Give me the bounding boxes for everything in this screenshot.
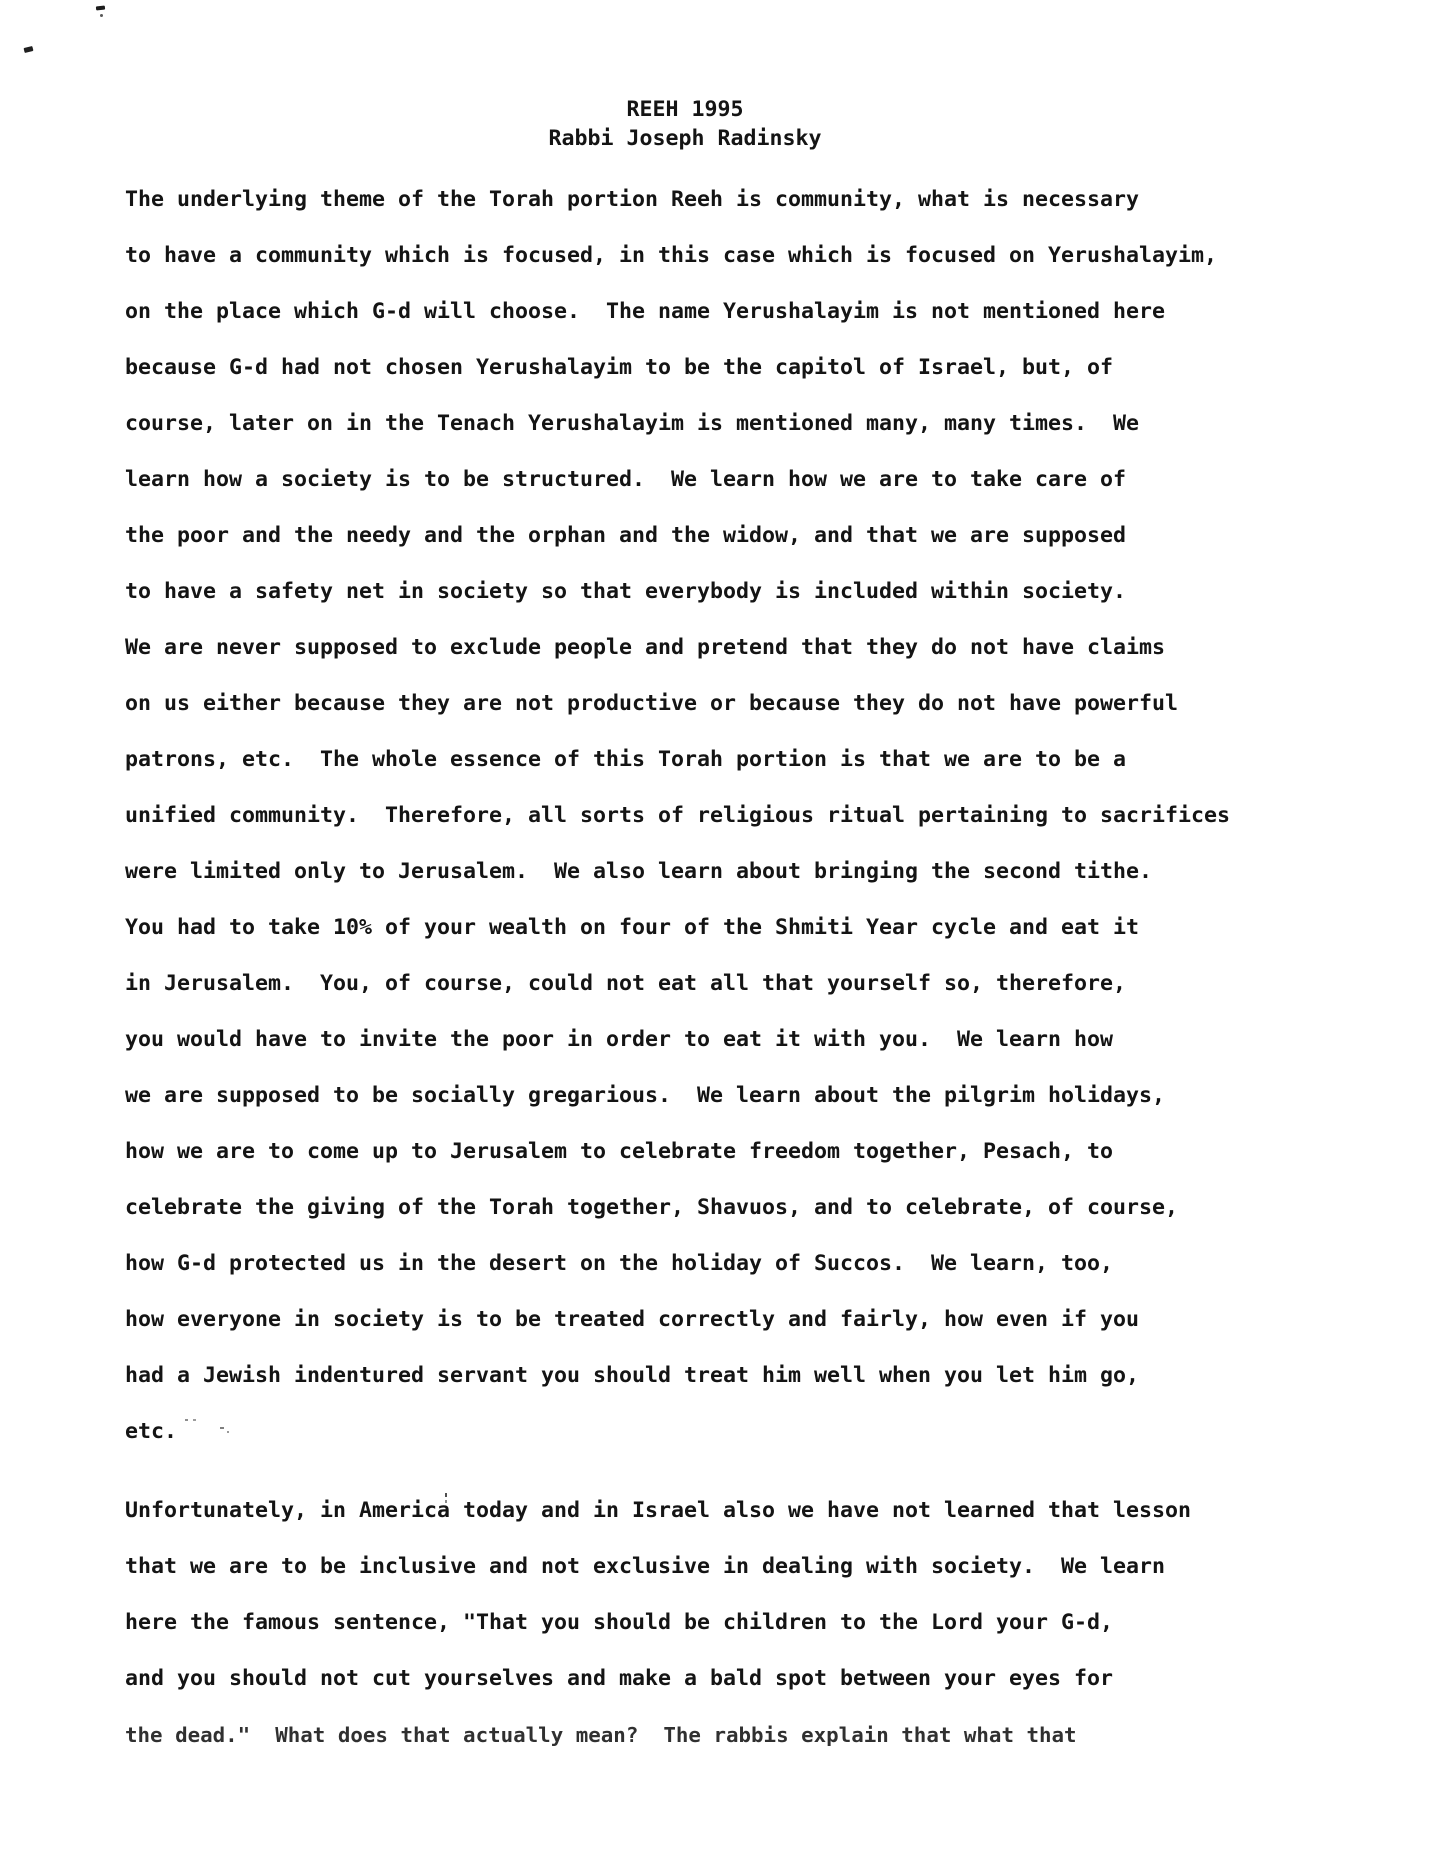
scan-artifact xyxy=(100,14,103,17)
text-line: Unfortunately, in America today and in Israel also we have not learned that lesson xyxy=(125,1498,1192,1523)
document-author: Rabbi Joseph Radinsky xyxy=(548,126,822,151)
text-line: that we are to be inclusive and not exclusive in dealing with society. We learn xyxy=(125,1554,1166,1579)
paragraph-2 xyxy=(125,1483,1385,1763)
document-header xyxy=(125,95,1245,153)
paragraph-1 xyxy=(125,172,1385,1460)
text-line: we are supposed to be socially gregarious. We learn about the pilgrim holidays, xyxy=(125,1083,1166,1108)
text-line: how G-d protected us in the desert on the holiday of Succos. We learn, too, xyxy=(125,1251,1114,1276)
text-line: on us either because they are not productive or because they do not have powerful xyxy=(125,691,1179,716)
text-line: unified community. Therefore, all sorts of religious ritual pertaining to sacrifices xyxy=(125,803,1231,828)
text-line: the dead." What does that actually mean? The rabbis explain that what that xyxy=(125,1723,1077,1747)
text-line: were limited only to Jerusalem. We also learn about bringing the second tithe. xyxy=(125,859,1153,884)
text-line: on the place which G-d will choose. The name Yerushalayim is not mentioned here xyxy=(125,299,1166,324)
text-line: etc. xyxy=(125,1419,178,1444)
text-line: and you should not cut yourselves and make a bald spot between your eyes for xyxy=(125,1666,1114,1691)
text-line: how we are to come up to Jerusalem to celebrate freedom together, Pesach, to xyxy=(125,1139,1114,1164)
text-line: because G-d had not chosen Yerushalayim to be the capitol of Israel, but, of xyxy=(125,355,1114,380)
scan-artifact xyxy=(24,46,34,53)
text-line: patrons, etc. The whole essence of this Torah portion is that we are to be a xyxy=(125,747,1127,772)
document-title: REEH 1995 xyxy=(626,97,744,122)
text-line: to have a safety net in society so that everybody is included within society. xyxy=(125,579,1127,604)
text-line: We are never supposed to exclude people and pretend that they do not have claims xyxy=(125,635,1166,660)
text-line: The underlying theme of the Torah portion Reeh is community, what is necessary xyxy=(125,187,1140,212)
text-line: You had to take 10% of your wealth on four of the Shmiti Year cycle and eat it xyxy=(125,915,1140,940)
text-line: to have a community which is focused, in this case which is focused on Yerushalayim, xyxy=(125,243,1218,268)
text-line: the poor and the needy and the orphan and the widow, and that we are supposed xyxy=(125,523,1127,548)
text-line: celebrate the giving of the Torah together, Shavuos, and to celebrate, of course, xyxy=(125,1195,1179,1220)
text-line: here the famous sentence, "That you should be children to the Lord your G-d, xyxy=(125,1610,1114,1635)
text-line: learn how a society is to be structured. We learn how we are to take care of xyxy=(125,467,1127,492)
text-line: course, later on in the Tenach Yerushalayim is mentioned many, many times. We xyxy=(125,411,1140,436)
text-line: how everyone in society is to be treated correctly and fairly, how even if you xyxy=(125,1307,1140,1332)
text-line: you would have to invite the poor in order to eat it with you. We learn how xyxy=(125,1027,1114,1052)
scan-artifact xyxy=(96,6,105,11)
text-line: had a Jewish indentured servant you should treat him well when you let him go, xyxy=(125,1363,1140,1388)
text-line: in Jerusalem. You, of course, could not eat all that yourself so, therefore, xyxy=(125,971,1127,996)
